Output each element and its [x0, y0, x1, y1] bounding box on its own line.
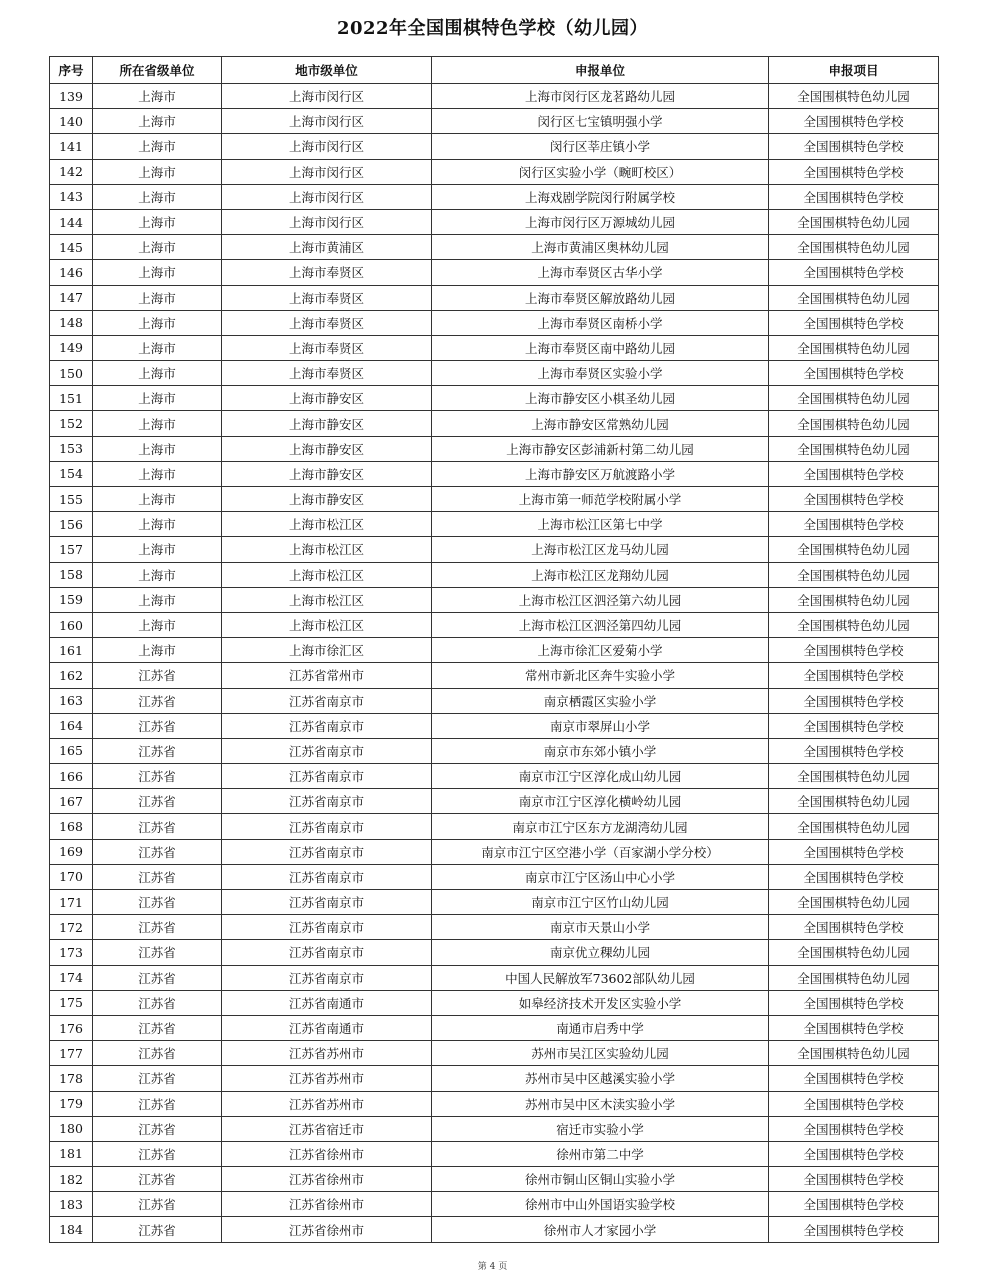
- cell-project: 全国围棋特色幼儿园: [769, 537, 939, 562]
- table-row: [50, 109, 939, 134]
- cell-province: 上海市: [93, 386, 222, 411]
- cell-project: 全国围棋特色学校: [769, 688, 939, 713]
- cell-city: 上海市闵行区: [222, 109, 432, 134]
- cell-index: 161: [50, 638, 93, 663]
- cell-index: 154: [50, 461, 93, 486]
- page-title: 2022年全国围棋特色学校（幼儿园）: [336, 18, 649, 39]
- cell-project: 全国围棋特色学校: [769, 1015, 939, 1040]
- cell-province: 江苏省: [93, 1141, 222, 1166]
- cell-province: 江苏省: [93, 738, 222, 763]
- cell-project: 全国围棋特色学校: [769, 1167, 939, 1192]
- table-row: [50, 386, 939, 411]
- table-row: [50, 285, 939, 310]
- cell-province: 上海市: [93, 209, 222, 234]
- cell-city: 上海市奉贤区: [222, 310, 432, 335]
- cell-city: 上海市松江区: [222, 562, 432, 587]
- cell-project: 全国围棋特色学校: [769, 361, 939, 386]
- cell-project: 全国围棋特色幼儿园: [769, 209, 939, 234]
- table-row: [50, 134, 939, 159]
- cell-province: 上海市: [93, 562, 222, 587]
- cell-index: 146: [50, 260, 93, 285]
- cell-project: 全国围棋特色幼儿园: [769, 789, 939, 814]
- cell-index: 143: [50, 184, 93, 209]
- cell-applicant: 上海市奉贤区南桥小学: [432, 310, 769, 335]
- cell-index: 173: [50, 940, 93, 965]
- table-row: [50, 512, 939, 537]
- cell-index: 172: [50, 915, 93, 940]
- cell-city: 江苏省常州市: [222, 663, 432, 688]
- cell-project: 全国围棋特色幼儿园: [769, 1041, 939, 1066]
- cell-project: 全国围棋特色幼儿园: [769, 436, 939, 461]
- cell-project: 全国围棋特色学校: [769, 310, 939, 335]
- cell-project: 全国围棋特色幼儿园: [769, 335, 939, 360]
- cell-project: 全国围棋特色学校: [769, 839, 939, 864]
- cell-applicant: 上海市静安区彭浦新村第二幼儿园: [432, 436, 769, 461]
- cell-city: 江苏省徐州市: [222, 1192, 432, 1217]
- cell-project: 全国围棋特色幼儿园: [769, 285, 939, 310]
- cell-province: 江苏省: [93, 1167, 222, 1192]
- cell-project: 全国围棋特色学校: [769, 1066, 939, 1091]
- cell-province: 江苏省: [93, 890, 222, 915]
- cell-applicant: 上海市松江区泗泾第六幼儿园: [432, 587, 769, 612]
- cell-applicant: 上海市奉贤区解放路幼儿园: [432, 285, 769, 310]
- cell-city: 上海市奉贤区: [222, 260, 432, 285]
- header-index: 序号: [50, 57, 93, 84]
- table-row: [50, 411, 939, 436]
- cell-project: 全国围棋特色学校: [769, 1116, 939, 1141]
- cell-index: 184: [50, 1217, 93, 1242]
- table-row: [50, 688, 939, 713]
- cell-province: 上海市: [93, 361, 222, 386]
- cell-project: 全国围棋特色学校: [769, 663, 939, 688]
- cell-applicant: 徐州市铜山区铜山实验小学: [432, 1167, 769, 1192]
- cell-city: 江苏省苏州市: [222, 1091, 432, 1116]
- cell-province: 江苏省: [93, 990, 222, 1015]
- cell-province: 江苏省: [93, 915, 222, 940]
- cell-index: 142: [50, 159, 93, 184]
- cell-province: 江苏省: [93, 1217, 222, 1242]
- cell-applicant: 南京市翠屏山小学: [432, 713, 769, 738]
- table-row: [50, 587, 939, 612]
- cell-applicant: 南京市江宁区东方龙湖湾幼儿园: [432, 814, 769, 839]
- cell-project: 全国围棋特色学校: [769, 184, 939, 209]
- table-row: [50, 436, 939, 461]
- cell-applicant: 上海市黄浦区奥林幼儿园: [432, 235, 769, 260]
- cell-applicant: 如皋经济技术开发区实验小学: [432, 990, 769, 1015]
- cell-province: 上海市: [93, 487, 222, 512]
- cell-province: 上海市: [93, 512, 222, 537]
- cell-applicant: 上海市静安区万航渡路小学: [432, 461, 769, 486]
- cell-applicant: 徐州市人才家园小学: [432, 1217, 769, 1242]
- cell-province: 上海市: [93, 335, 222, 360]
- cell-province: 江苏省: [93, 1015, 222, 1040]
- cell-city: 上海市徐汇区: [222, 638, 432, 663]
- cell-province: 上海市: [93, 537, 222, 562]
- table-row: [50, 335, 939, 360]
- table-row: [50, 209, 939, 234]
- cell-index: 160: [50, 612, 93, 637]
- cell-index: 152: [50, 411, 93, 436]
- table-row: [50, 864, 939, 889]
- cell-index: 178: [50, 1066, 93, 1091]
- header-province: 所在省级单位: [93, 57, 222, 84]
- cell-applicant: 南京栖霞区实验小学: [432, 688, 769, 713]
- cell-index: 164: [50, 713, 93, 738]
- table-row: [50, 537, 939, 562]
- cell-applicant: 闵行区莘庄镇小学: [432, 134, 769, 159]
- cell-province: 江苏省: [93, 1066, 222, 1091]
- cell-province: 江苏省: [93, 965, 222, 990]
- table-row: [50, 84, 939, 109]
- table-row: [50, 1116, 939, 1141]
- cell-city: 江苏省南京市: [222, 915, 432, 940]
- cell-applicant: 南京市天景山小学: [432, 915, 769, 940]
- cell-index: 155: [50, 487, 93, 512]
- cell-applicant: 上海市奉贤区实验小学: [432, 361, 769, 386]
- table-row: [50, 940, 939, 965]
- cell-applicant: 南京市江宁区竹山幼儿园: [432, 890, 769, 915]
- cell-province: 江苏省: [93, 814, 222, 839]
- cell-index: 179: [50, 1091, 93, 1116]
- cell-applicant: 上海市闵行区龙茗路幼儿园: [432, 84, 769, 109]
- cell-province: 江苏省: [93, 688, 222, 713]
- cell-applicant: 上海市松江区龙马幼儿园: [432, 537, 769, 562]
- table-row: [50, 1141, 939, 1166]
- table-row: [50, 310, 939, 335]
- header-project: 申报项目: [769, 57, 939, 84]
- table-row: [50, 713, 939, 738]
- table-row: [50, 638, 939, 663]
- table-row: [50, 1217, 939, 1242]
- table-row: [50, 184, 939, 209]
- cell-project: 全国围棋特色学校: [769, 159, 939, 184]
- cell-project: 全国围棋特色学校: [769, 738, 939, 763]
- table-row: [50, 990, 939, 1015]
- cell-applicant: 南京优立稞幼儿园: [432, 940, 769, 965]
- cell-city: 上海市闵行区: [222, 134, 432, 159]
- schools-table: [49, 56, 939, 1243]
- cell-applicant: 上海市静安区小棋圣幼儿园: [432, 386, 769, 411]
- cell-index: 139: [50, 84, 93, 109]
- cell-project: 全国围棋特色学校: [769, 109, 939, 134]
- table-header-row: [50, 57, 939, 84]
- cell-project: 全国围棋特色学校: [769, 638, 939, 663]
- table-row: [50, 764, 939, 789]
- cell-index: 183: [50, 1192, 93, 1217]
- cell-applicant: 上海市奉贤区南中路幼儿园: [432, 335, 769, 360]
- cell-index: 144: [50, 209, 93, 234]
- table-row: [50, 1167, 939, 1192]
- cell-index: 175: [50, 990, 93, 1015]
- cell-province: 江苏省: [93, 1041, 222, 1066]
- cell-index: 163: [50, 688, 93, 713]
- cell-index: 182: [50, 1167, 93, 1192]
- table-row: [50, 159, 939, 184]
- cell-project: 全国围棋特色幼儿园: [769, 411, 939, 436]
- cell-project: 全国围棋特色幼儿园: [769, 587, 939, 612]
- cell-index: 156: [50, 512, 93, 537]
- cell-project: 全国围棋特色学校: [769, 1192, 939, 1217]
- cell-applicant: 徐州市第二中学: [432, 1141, 769, 1166]
- table-row: [50, 487, 939, 512]
- cell-project: 全国围棋特色学校: [769, 713, 939, 738]
- cell-city: 上海市松江区: [222, 537, 432, 562]
- cell-index: 180: [50, 1116, 93, 1141]
- cell-index: 150: [50, 361, 93, 386]
- cell-project: 全国围棋特色幼儿园: [769, 386, 939, 411]
- cell-city: 上海市闵行区: [222, 84, 432, 109]
- cell-index: 169: [50, 839, 93, 864]
- cell-city: 上海市黄浦区: [222, 235, 432, 260]
- cell-city: 上海市松江区: [222, 512, 432, 537]
- cell-city: 上海市奉贤区: [222, 285, 432, 310]
- cell-province: 上海市: [93, 411, 222, 436]
- cell-province: 江苏省: [93, 864, 222, 889]
- cell-province: 上海市: [93, 612, 222, 637]
- cell-province: 江苏省: [93, 663, 222, 688]
- cell-province: 上海市: [93, 109, 222, 134]
- cell-province: 上海市: [93, 159, 222, 184]
- cell-applicant: 南京市江宁区汤山中心小学: [432, 864, 769, 889]
- cell-project: 全国围棋特色学校: [769, 512, 939, 537]
- cell-project: 全国围棋特色幼儿园: [769, 612, 939, 637]
- cell-index: 159: [50, 587, 93, 612]
- cell-project: 全国围棋特色幼儿园: [769, 235, 939, 260]
- cell-applicant: 上海市闵行区万源城幼儿园: [432, 209, 769, 234]
- cell-index: 174: [50, 965, 93, 990]
- cell-province: 上海市: [93, 184, 222, 209]
- table-row: [50, 562, 939, 587]
- cell-applicant: 中国人民解放军73602部队幼儿园: [432, 965, 769, 990]
- cell-project: 全国围棋特色幼儿园: [769, 764, 939, 789]
- cell-applicant: 闵行区实验小学（畹町校区）: [432, 159, 769, 184]
- table-row: [50, 814, 939, 839]
- cell-city: 上海市静安区: [222, 487, 432, 512]
- cell-index: 165: [50, 738, 93, 763]
- cell-index: 153: [50, 436, 93, 461]
- cell-index: 147: [50, 285, 93, 310]
- cell-city: 上海市闵行区: [222, 159, 432, 184]
- table-row: [50, 1041, 939, 1066]
- cell-province: 江苏省: [93, 1116, 222, 1141]
- cell-city: 江苏省南京市: [222, 713, 432, 738]
- cell-province: 上海市: [93, 461, 222, 486]
- cell-city: 上海市松江区: [222, 612, 432, 637]
- cell-province: 上海市: [93, 310, 222, 335]
- cell-city: 江苏省南京市: [222, 688, 432, 713]
- table-row: [50, 612, 939, 637]
- cell-province: 上海市: [93, 285, 222, 310]
- header-city: 地市级单位: [222, 57, 432, 84]
- cell-applicant: 上海市徐汇区爱菊小学: [432, 638, 769, 663]
- cell-applicant: 上海市第一师范学校附属小学: [432, 487, 769, 512]
- cell-project: 全国围棋特色幼儿园: [769, 940, 939, 965]
- cell-city: 江苏省苏州市: [222, 1041, 432, 1066]
- table-row: [50, 839, 939, 864]
- cell-city: 江苏省南京市: [222, 965, 432, 990]
- cell-applicant: 徐州市中山外国语实验学校: [432, 1192, 769, 1217]
- cell-project: 全国围棋特色幼儿园: [769, 814, 939, 839]
- cell-province: 上海市: [93, 84, 222, 109]
- cell-applicant: 南京市江宁区空港小学（百家湖小学分校）: [432, 839, 769, 864]
- cell-index: 158: [50, 562, 93, 587]
- cell-applicant: 上海市松江区龙翔幼儿园: [432, 562, 769, 587]
- table-row: [50, 1066, 939, 1091]
- cell-province: 上海市: [93, 235, 222, 260]
- cell-city: 江苏省南京市: [222, 839, 432, 864]
- cell-project: 全国围棋特色幼儿园: [769, 890, 939, 915]
- cell-city: 上海市静安区: [222, 386, 432, 411]
- cell-index: 162: [50, 663, 93, 688]
- table-row: [50, 915, 939, 940]
- cell-city: 上海市奉贤区: [222, 361, 432, 386]
- cell-city: 江苏省徐州市: [222, 1217, 432, 1242]
- cell-applicant: 苏州市吴中区越溪实验小学: [432, 1066, 769, 1091]
- cell-project: 全国围棋特色学校: [769, 461, 939, 486]
- cell-index: 145: [50, 235, 93, 260]
- cell-index: 148: [50, 310, 93, 335]
- table-row: [50, 1192, 939, 1217]
- cell-project: 全国围棋特色学校: [769, 1141, 939, 1166]
- cell-province: 上海市: [93, 260, 222, 285]
- cell-project: 全国围棋特色学校: [769, 990, 939, 1015]
- cell-city: 江苏省南通市: [222, 990, 432, 1015]
- cell-city: 江苏省徐州市: [222, 1141, 432, 1166]
- cell-city: 江苏省南京市: [222, 789, 432, 814]
- cell-applicant: 南通市启秀中学: [432, 1015, 769, 1040]
- cell-applicant: 常州市新北区奔牛实验小学: [432, 663, 769, 688]
- cell-index: 171: [50, 890, 93, 915]
- cell-applicant: 上海戏剧学院闵行附属学校: [432, 184, 769, 209]
- cell-province: 江苏省: [93, 1091, 222, 1116]
- table-row: [50, 1015, 939, 1040]
- cell-province: 江苏省: [93, 713, 222, 738]
- cell-applicant: 南京市江宁区淳化成山幼儿园: [432, 764, 769, 789]
- cell-city: 上海市松江区: [222, 587, 432, 612]
- cell-city: 江苏省徐州市: [222, 1167, 432, 1192]
- table-body: [50, 84, 939, 1243]
- cell-province: 江苏省: [93, 940, 222, 965]
- cell-project: 全国围棋特色学校: [769, 1091, 939, 1116]
- cell-city: 上海市静安区: [222, 436, 432, 461]
- cell-applicant: 上海市静安区常熟幼儿园: [432, 411, 769, 436]
- table-row: [50, 789, 939, 814]
- cell-applicant: 上海市松江区泗泾第四幼儿园: [432, 612, 769, 637]
- cell-province: 上海市: [93, 134, 222, 159]
- cell-applicant: 上海市松江区第七中学: [432, 512, 769, 537]
- cell-index: 181: [50, 1141, 93, 1166]
- cell-project: 全国围棋特色学校: [769, 1217, 939, 1242]
- cell-project: 全国围棋特色幼儿园: [769, 562, 939, 587]
- cell-city: 江苏省宿迁市: [222, 1116, 432, 1141]
- cell-applicant: 宿迁市实验小学: [432, 1116, 769, 1141]
- cell-applicant: 闵行区七宝镇明强小学: [432, 109, 769, 134]
- cell-province: 江苏省: [93, 1192, 222, 1217]
- cell-index: 166: [50, 764, 93, 789]
- cell-index: 141: [50, 134, 93, 159]
- table-row: [50, 1091, 939, 1116]
- cell-applicant: 南京市东郊小镇小学: [432, 738, 769, 763]
- cell-project: 全国围棋特色学校: [769, 487, 939, 512]
- table-row: [50, 361, 939, 386]
- table-row: [50, 965, 939, 990]
- cell-province: 江苏省: [93, 789, 222, 814]
- table-row: [50, 890, 939, 915]
- cell-city: 上海市闵行区: [222, 184, 432, 209]
- cell-index: 168: [50, 814, 93, 839]
- cell-city: 江苏省南京市: [222, 864, 432, 889]
- cell-index: 157: [50, 537, 93, 562]
- cell-index: 170: [50, 864, 93, 889]
- page-number: 第 4 页: [477, 1262, 508, 1272]
- cell-city: 江苏省南京市: [222, 738, 432, 763]
- cell-city: 上海市奉贤区: [222, 335, 432, 360]
- table-row: [50, 260, 939, 285]
- cell-city: 江苏省南京市: [222, 940, 432, 965]
- cell-province: 上海市: [93, 436, 222, 461]
- cell-project: 全国围棋特色学校: [769, 915, 939, 940]
- cell-applicant: 上海市奉贤区古华小学: [432, 260, 769, 285]
- header-applicant: 申报单位: [432, 57, 769, 84]
- cell-city: 上海市闵行区: [222, 209, 432, 234]
- cell-index: 177: [50, 1041, 93, 1066]
- cell-city: 江苏省苏州市: [222, 1066, 432, 1091]
- cell-city: 江苏省南通市: [222, 1015, 432, 1040]
- cell-index: 176: [50, 1015, 93, 1040]
- cell-project: 全国围棋特色幼儿园: [769, 84, 939, 109]
- cell-city: 江苏省南京市: [222, 814, 432, 839]
- cell-applicant: 南京市江宁区淳化横岭幼儿园: [432, 789, 769, 814]
- table-row: [50, 235, 939, 260]
- cell-index: 149: [50, 335, 93, 360]
- cell-index: 151: [50, 386, 93, 411]
- cell-province: 江苏省: [93, 839, 222, 864]
- cell-index: 167: [50, 789, 93, 814]
- cell-project: 全国围棋特色学校: [769, 864, 939, 889]
- table-row: [50, 663, 939, 688]
- cell-city: 上海市静安区: [222, 411, 432, 436]
- cell-city: 江苏省南京市: [222, 764, 432, 789]
- cell-applicant: 苏州市吴江区实验幼儿园: [432, 1041, 769, 1066]
- cell-city: 江苏省南京市: [222, 890, 432, 915]
- table-row: [50, 738, 939, 763]
- cell-project: 全国围棋特色学校: [769, 134, 939, 159]
- cell-city: 上海市静安区: [222, 461, 432, 486]
- cell-project: 全国围棋特色学校: [769, 260, 939, 285]
- cell-index: 140: [50, 109, 93, 134]
- cell-province: 上海市: [93, 638, 222, 663]
- cell-province: 上海市: [93, 587, 222, 612]
- cell-project: 全国围棋特色幼儿园: [769, 965, 939, 990]
- table-row: [50, 461, 939, 486]
- cell-province: 江苏省: [93, 764, 222, 789]
- cell-applicant: 苏州市吴中区木渎实验小学: [432, 1091, 769, 1116]
